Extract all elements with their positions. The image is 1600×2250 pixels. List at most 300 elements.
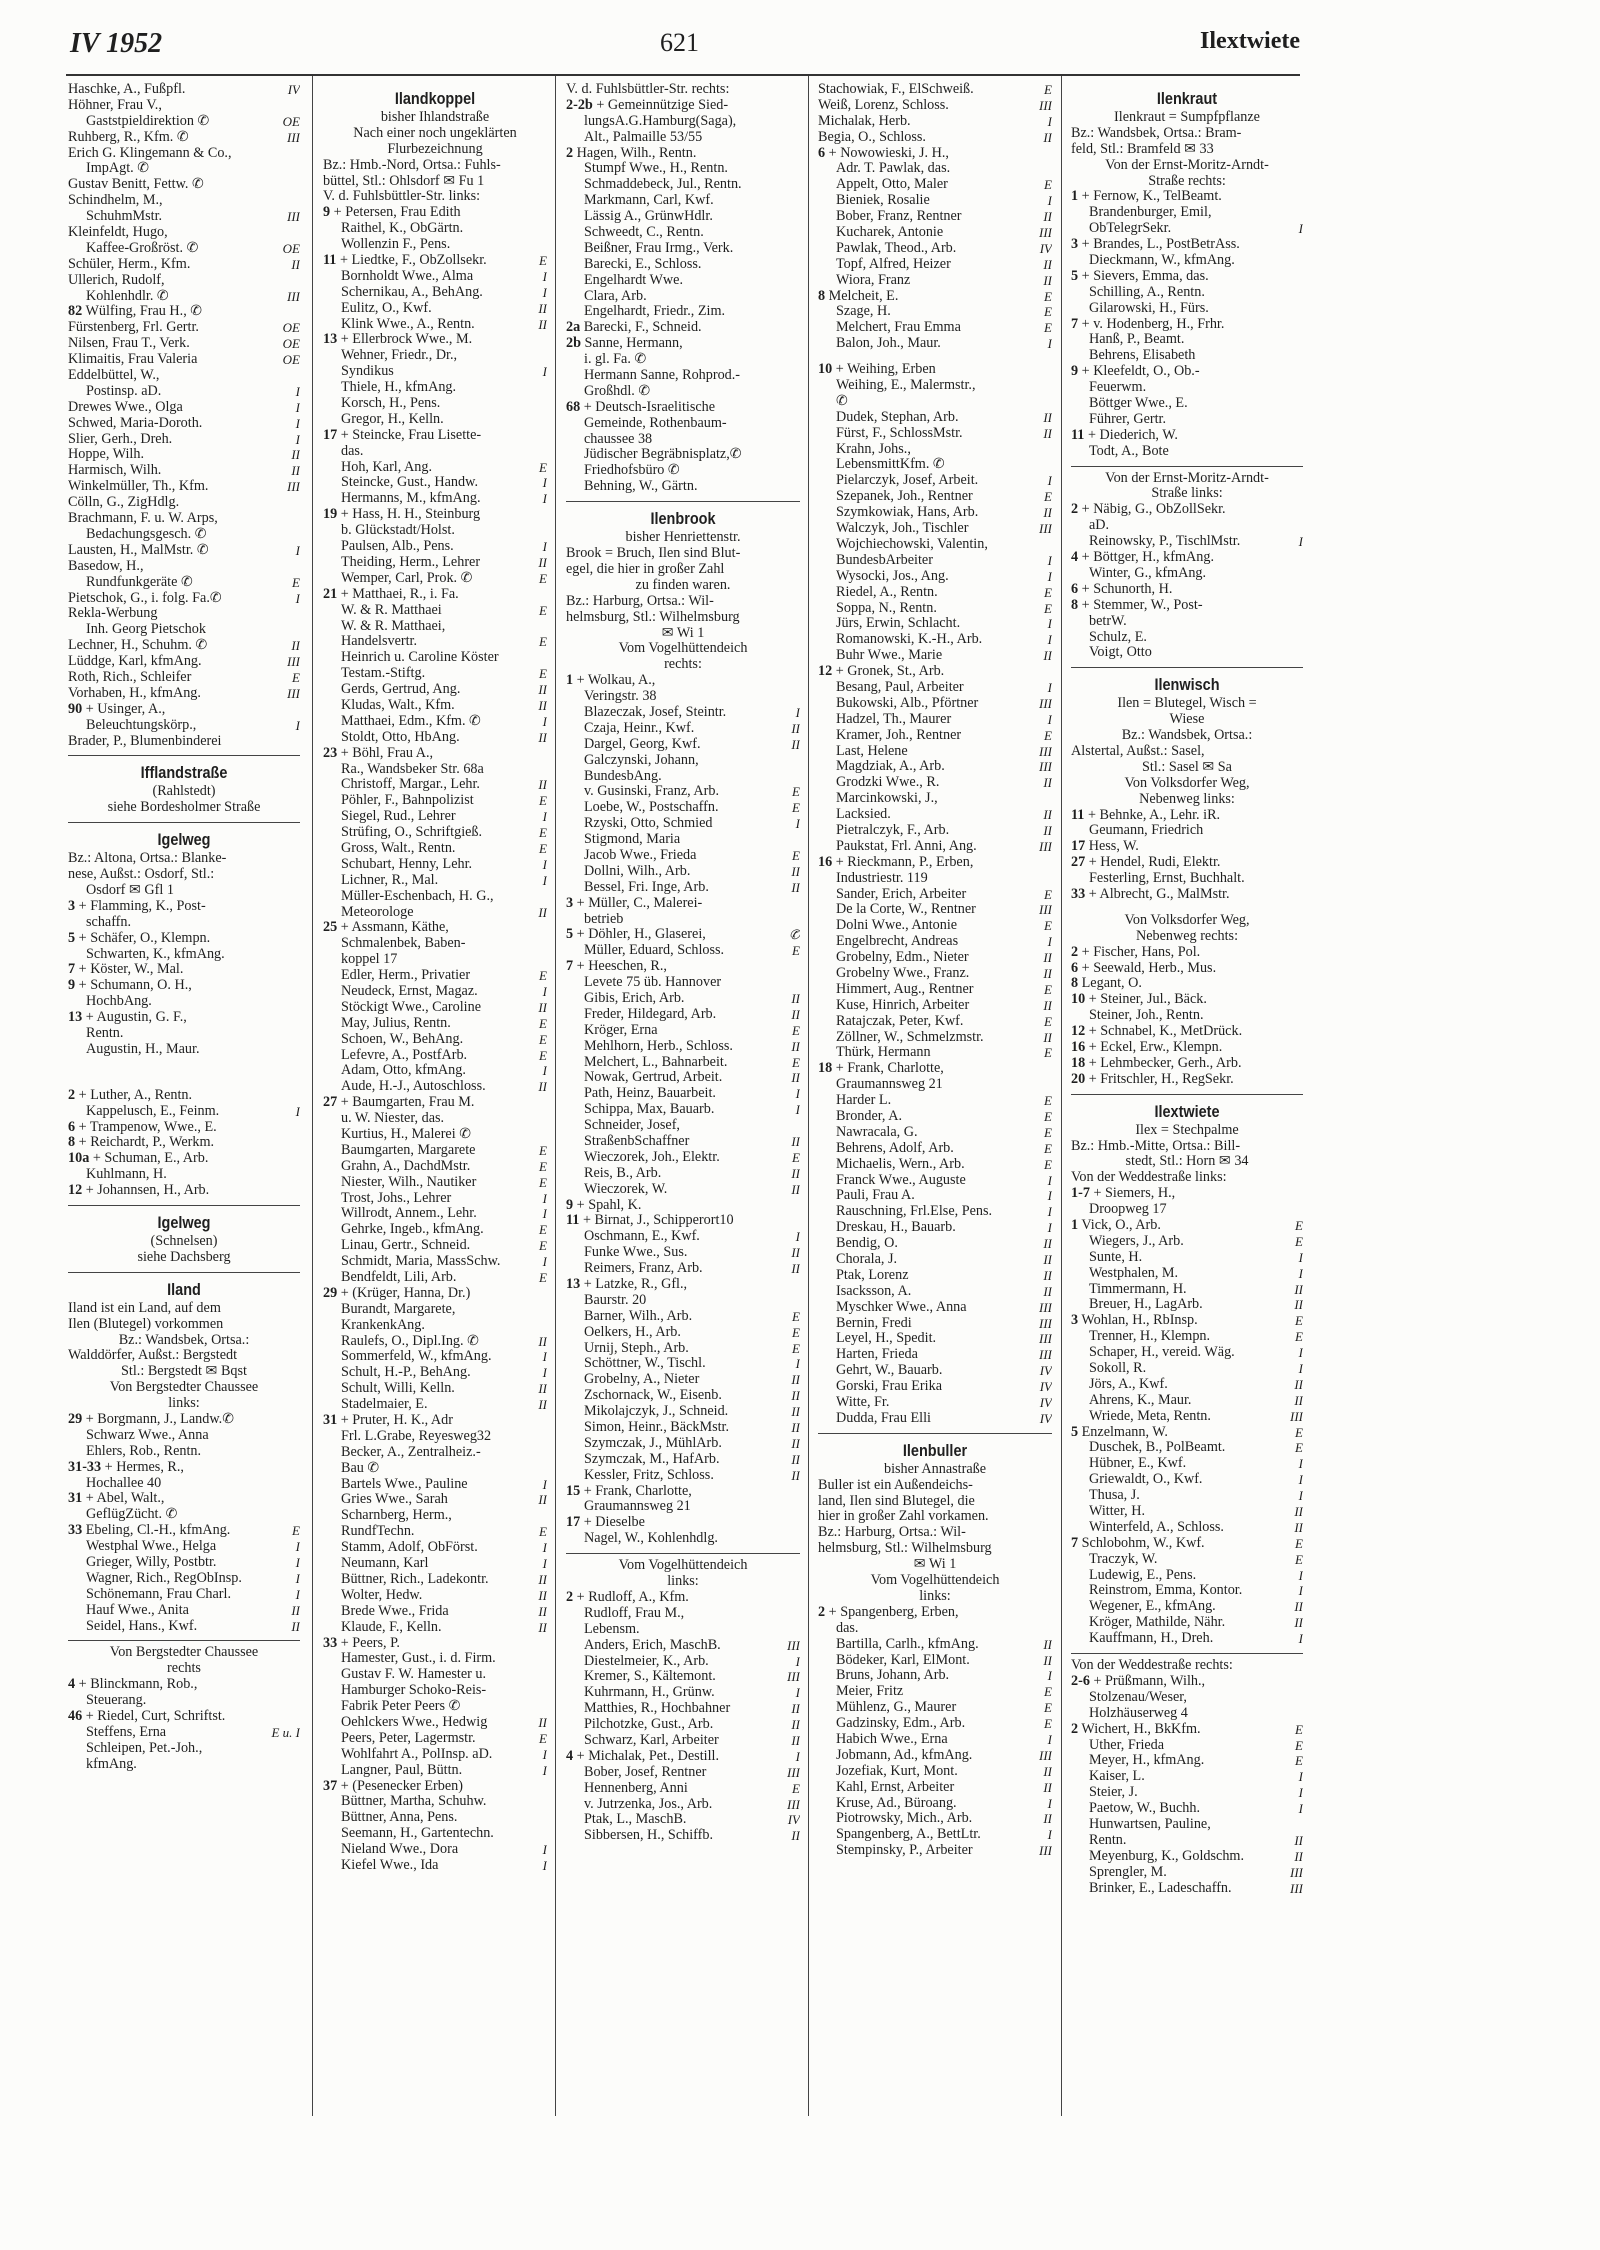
entry-text: Handelsvertr. — [341, 634, 418, 650]
floor-marker: II — [538, 1603, 547, 1619]
floor-marker: E — [539, 1031, 547, 1047]
resident-entry — [566, 432, 800, 448]
resident-entry — [818, 1621, 1052, 1637]
entry-text: Brader, P., Blumenbinderei — [68, 733, 222, 749]
resident-entry — [566, 880, 800, 896]
floor-marker: E — [1044, 1093, 1052, 1109]
house-entry — [1071, 1186, 1303, 1202]
entry-text: Linau, Gertr., Schneid. — [341, 1238, 471, 1254]
house-entry — [1071, 887, 1303, 903]
floor-marker: III — [787, 1669, 800, 1685]
entry-text: Bedachungsgesch. ✆ — [86, 526, 207, 542]
floor-marker: E — [1295, 1535, 1303, 1551]
resident-entry — [323, 714, 547, 730]
resident-entry — [566, 1055, 800, 1071]
entry-text: Wieczorek, W. — [584, 1181, 668, 1197]
entry-text: Habich Wwe., Erna — [836, 1731, 948, 1747]
entry-text: 25 + Assmann, Käthe, — [323, 920, 449, 936]
floor-marker: II — [1043, 965, 1052, 981]
entry-text: Winkelmüller, Th., Kfm. — [68, 479, 209, 495]
floor-marker: II — [538, 1079, 547, 1095]
house-entry — [68, 1709, 300, 1725]
house-entry — [566, 320, 800, 336]
floor-marker: I — [542, 1857, 547, 1873]
resident-entry — [818, 1653, 1052, 1669]
entry-text: betrieb — [584, 911, 624, 927]
floor-marker: II — [791, 1261, 800, 1277]
floor-marker: II — [791, 1038, 800, 1054]
resident-entry — [68, 1603, 300, 1619]
resident-entry — [323, 1318, 547, 1334]
street-note — [818, 1557, 1052, 1573]
resident-entry — [1071, 1139, 1303, 1155]
entry-text: 4 + Böttger, H., kfmAng. — [1071, 550, 1214, 566]
house-entry — [1071, 1425, 1303, 1441]
entry-text: Engelhardt, Friedr., Zim. — [584, 304, 726, 320]
entry-text: i. gl. Fa. ✆ — [584, 352, 647, 368]
resident-entry — [1071, 518, 1303, 534]
house-entry — [323, 1286, 547, 1302]
entry-text: Hunwartsen, Pauline, — [1089, 1816, 1211, 1832]
resident-entry — [818, 505, 1052, 521]
entry-text: Von der Weddestraße links: — [1071, 1170, 1227, 1186]
entry-text: Von Volksdorfer Weg, — [1124, 775, 1250, 791]
resident-entry — [818, 1077, 1052, 1093]
floor-marker: III — [787, 1764, 800, 1780]
floor-marker: I — [542, 284, 547, 300]
floor-marker: II — [538, 1333, 547, 1349]
house-entry — [68, 1120, 300, 1136]
floor-marker: II — [1043, 129, 1052, 145]
entry-text: Funke Wwe., Sus. — [584, 1245, 688, 1261]
house-entry — [818, 362, 1052, 378]
entry-text: 16 + Rieckmann, P., Erben, — [818, 854, 974, 870]
entry-text: Szage, H. — [836, 304, 891, 320]
entry-text: Gaststpieldirektion ✆ — [86, 113, 210, 129]
entry-text: Willrodt, Annem., Lehr. — [341, 1206, 477, 1222]
floor-marker: E — [1044, 727, 1052, 743]
floor-marker: II — [791, 879, 800, 895]
floor-marker: E — [1295, 1737, 1303, 1753]
resident-entry — [818, 807, 1052, 823]
resident-entry — [566, 1733, 800, 1749]
entry-text: Inh. Georg Pietschok — [86, 622, 206, 638]
resident-entry — [818, 378, 1052, 394]
resident-entry — [818, 1827, 1052, 1843]
floor-marker: E — [1044, 288, 1052, 304]
resident-entry — [323, 1063, 547, 1079]
floor-marker: E — [1295, 1218, 1303, 1233]
resident-entry — [323, 1604, 547, 1620]
entry-text: Melchert, L., Bahnarbeit. — [584, 1054, 728, 1070]
floor-marker: E — [1044, 584, 1052, 600]
entry-text: Böttger Wwe., E. — [1089, 396, 1188, 412]
floor-marker: E — [1295, 1753, 1303, 1769]
entry-text: Behrens, Elisabeth — [1089, 348, 1196, 364]
floor-marker: I — [1298, 1769, 1303, 1785]
entry-text: Buhr Wwe., Marie — [836, 648, 943, 664]
floor-marker: III — [1039, 1299, 1052, 1315]
resident-entry — [566, 1436, 800, 1452]
entry-text: Pietralczyk, F., Arb. — [836, 822, 950, 838]
resident-entry — [323, 1667, 547, 1683]
floor-marker: II — [1043, 950, 1052, 966]
entry-text: Von Bergstedter Chaussee — [109, 1645, 259, 1661]
page-running-title: Ilextwiete — [1200, 28, 1300, 54]
floor-marker: I — [1298, 1631, 1303, 1647]
floor-marker: I — [542, 1762, 547, 1778]
entry-text: ✉ Wi 1 — [661, 625, 705, 641]
floor-marker: II — [791, 1435, 800, 1451]
resident-entry — [323, 1143, 547, 1159]
entry-text: Walczyk, Joh., Tischler — [836, 521, 969, 537]
entry-text: 13 + Ellerbrock Wwe., M. — [323, 332, 473, 348]
street-note — [1071, 913, 1303, 929]
resident-entry — [818, 1764, 1052, 1780]
resident-entry — [323, 889, 547, 905]
resident-entry — [323, 793, 547, 809]
resident-entry — [68, 352, 300, 368]
entry-text: Wemper, Carl, Prok. ✆ — [341, 570, 473, 586]
floor-marker: E — [792, 1054, 800, 1070]
resident-entry — [566, 1388, 800, 1404]
floor-marker: I — [1047, 193, 1052, 209]
resident-entry — [1071, 871, 1303, 887]
entry-text: Alt., Palmaille 53/55 — [584, 129, 703, 145]
entry-text: Sommerfeld, W., kfmAng. — [341, 1349, 492, 1365]
house-entry — [566, 673, 800, 689]
floor-marker: I — [1047, 616, 1052, 632]
floor-marker: E — [1044, 886, 1052, 902]
resident-entry — [68, 193, 300, 209]
resident-entry — [1071, 444, 1303, 460]
entry-text: Behrens, Adolf, Arb. — [836, 1140, 954, 1156]
resident-entry — [1071, 205, 1303, 221]
house-entry — [323, 205, 547, 221]
resident-entry — [818, 273, 1052, 289]
entry-text: Büttner, Rich., Ladekontr. — [341, 1571, 489, 1587]
entry-text: Veringstr. 38 — [584, 689, 657, 705]
floor-marker: I — [1298, 1567, 1303, 1583]
floor-marker: II — [291, 447, 300, 463]
entry-text: b. Glückstadt/Holst. — [341, 523, 455, 539]
resident-entry — [818, 982, 1052, 998]
resident-entry — [68, 432, 300, 448]
floor-marker: E — [792, 847, 800, 863]
resident-entry — [323, 1032, 547, 1048]
entry-text: rechts — [167, 1661, 201, 1677]
street-note — [566, 1574, 800, 1590]
resident-entry — [818, 791, 1052, 807]
resident-entry — [1071, 1472, 1303, 1488]
entry-text: links: — [168, 1396, 200, 1412]
entry-text: Kauffmann, H., Dreh. — [1089, 1631, 1214, 1647]
entry-text: Gregor, H., Kelln. — [341, 411, 444, 427]
house-entry — [818, 289, 1052, 305]
resident-entry — [566, 241, 800, 257]
house-entry — [323, 253, 547, 269]
resident-entry — [566, 816, 800, 832]
floor-marker: IV — [787, 1812, 800, 1828]
entry-text: Siegel, Rud., Lehrer — [341, 809, 456, 825]
resident-entry — [566, 352, 800, 368]
entry-text: BundesbArbeiter — [836, 552, 933, 568]
floor-marker: E — [792, 1780, 800, 1796]
house-entry — [1071, 1056, 1303, 1072]
floor-marker: E — [539, 1015, 547, 1031]
resident-entry — [1071, 614, 1303, 630]
entry-text: Edler, Herm., Privatier — [341, 968, 471, 984]
resident-entry — [1071, 301, 1303, 317]
resident-entry — [566, 1293, 800, 1309]
entry-text: Duschek, B., PolBeamt. — [1089, 1440, 1226, 1456]
entry-text: Wysocki, Jos., Ang. — [836, 568, 949, 584]
resident-entry — [566, 177, 800, 193]
resident-entry — [323, 1397, 547, 1413]
resident-entry — [1071, 396, 1303, 412]
entry-text: Wegener, E., kfmAng. — [1089, 1599, 1216, 1615]
entry-text: Matthaei, Edm., Kfm. ✆ — [341, 713, 481, 729]
entry-text: 2 + Fischer, Hans, Pol. — [1071, 944, 1201, 960]
resident-entry — [566, 114, 800, 130]
entry-text: ObTelegrSekr. — [1089, 221, 1172, 237]
entry-text: Westphal Wwe., Helga — [86, 1539, 217, 1555]
entry-text: 8 Legant, O. — [1071, 976, 1142, 992]
entry-text: Fürstenberg, Frl. Gertr. — [68, 320, 199, 336]
entry-text: 18 + Frank, Charlotte, — [818, 1061, 944, 1077]
street-heading: Iland — [167, 1279, 201, 1299]
house-entry — [68, 962, 300, 978]
entry-text: Lichner, R., Mal. — [341, 872, 439, 888]
resident-entry — [818, 887, 1052, 903]
floor-marker: II — [791, 720, 800, 736]
section-rule — [68, 1640, 300, 1641]
street-note — [566, 657, 800, 673]
resident-entry — [1071, 1329, 1303, 1345]
floor-marker: IV — [287, 82, 300, 97]
entry-text: Schmidt, Maria, MassSchw. — [341, 1254, 501, 1270]
house-entry — [1071, 1024, 1303, 1040]
floor-marker: I — [542, 1063, 547, 1079]
floor-marker: I — [295, 1586, 300, 1602]
entry-text: Gries Wwe., Sarah — [341, 1492, 448, 1508]
resident-entry — [68, 161, 300, 177]
entry-text: (Schnelsen) — [150, 1234, 218, 1249]
resident-entry — [818, 1732, 1052, 1748]
resident-entry — [818, 209, 1052, 225]
street-note — [1071, 792, 1303, 808]
entry-text: W. & R. Matthaei, — [341, 618, 446, 634]
resident-entry — [323, 571, 547, 587]
street-note — [68, 784, 300, 800]
resident-entry — [818, 839, 1052, 855]
floor-marker: II — [791, 1701, 800, 1717]
house-entry — [1071, 364, 1303, 380]
entry-text: Hoppe, Wilh. — [68, 447, 145, 463]
spacer — [68, 1058, 300, 1068]
entry-text: Korsch, H., Pens. — [341, 396, 441, 412]
house-entry — [68, 1412, 300, 1428]
floor-marker: II — [538, 729, 547, 745]
resident-entry — [68, 591, 300, 607]
resident-entry — [68, 114, 300, 130]
resident-entry — [566, 1309, 800, 1325]
entry-text: Kaffee-Großröst. ✆ — [86, 240, 199, 256]
resident-entry — [323, 1365, 547, 1381]
resident-entry — [566, 610, 800, 626]
section-rule — [566, 501, 800, 502]
floor-marker: I — [295, 1103, 300, 1119]
resident-entry — [818, 1173, 1052, 1189]
floor-marker: I — [1298, 1361, 1303, 1377]
floor-marker: III — [787, 1637, 800, 1653]
resident-entry — [566, 193, 800, 209]
floor-marker: I — [1298, 1785, 1303, 1801]
resident-entry — [68, 915, 300, 931]
floor-marker: I — [542, 1540, 547, 1556]
floor-marker: II — [1043, 648, 1052, 664]
entry-text: Ptak, L., MaschB. — [584, 1812, 687, 1828]
resident-entry — [818, 1780, 1052, 1796]
entry-text: 8 Melcheit, E. — [818, 288, 899, 304]
resident-entry — [566, 769, 800, 785]
resident-entry — [818, 225, 1052, 241]
house-entry — [68, 1183, 300, 1199]
resident-entry — [1071, 1504, 1303, 1520]
floor-marker: I — [1047, 1827, 1052, 1843]
resident-entry — [566, 1341, 800, 1357]
street-note — [323, 126, 547, 142]
entry-text: V. d. Fuhlsbüttler-Str. links: — [323, 189, 481, 205]
resident-entry — [566, 130, 800, 146]
entry-text: 2 Hagen, Wilh., Rentn. — [566, 145, 697, 161]
house-entry — [566, 1749, 800, 1765]
entry-text: bisher Ihlandstraße — [380, 110, 490, 125]
resident-entry — [566, 1622, 800, 1638]
column-divider — [808, 76, 809, 2116]
entry-text: Augustin, H., Maur. — [86, 1041, 200, 1057]
floor-marker: E — [792, 800, 800, 816]
entry-text: 6 + Seewald, Herb., Mus. — [1071, 960, 1217, 976]
resident-entry — [566, 161, 800, 177]
entry-text: Bz.: Wandsbek, Ortsa.: — [1121, 728, 1253, 744]
floor-marker: II — [291, 463, 300, 479]
resident-entry — [323, 952, 547, 968]
resident-entry — [1071, 1170, 1303, 1186]
resident-entry — [818, 457, 1052, 473]
entry-text: Kleinfeldt, Hugo, — [68, 225, 168, 241]
resident-entry — [323, 237, 547, 253]
resident-entry — [1071, 1801, 1303, 1817]
floor-marker: E — [1044, 320, 1052, 336]
house-entry — [68, 702, 300, 718]
entry-text: 12 + Gronek, St., Arb. — [818, 664, 945, 680]
floor-marker: I — [1047, 336, 1052, 352]
entry-text: Gibis, Erich, Arb. — [584, 990, 685, 1006]
resident-entry — [818, 1268, 1052, 1284]
floor-marker: E — [539, 1730, 547, 1746]
house-entry — [1071, 976, 1303, 992]
entry-text: Gorski, Frau Erika — [836, 1379, 942, 1395]
resident-entry — [818, 1252, 1052, 1268]
entry-text: Szymczak, J., MühlArb. — [584, 1435, 722, 1451]
entry-text: 11 + Birnat, J., Schipperort10 — [566, 1213, 734, 1229]
floor-marker: II — [1043, 505, 1052, 521]
entry-text: Bartilla, Carlh., kfmAng. — [836, 1636, 979, 1652]
resident-entry — [818, 1045, 1052, 1061]
street-heading: Ilandkoppel — [394, 89, 476, 108]
entry-text: Jürs, Erwin, Schlacht. — [836, 616, 961, 632]
resident-entry — [68, 368, 300, 384]
entry-text: 3 Wohlan, H., RbInsp. — [1071, 1313, 1198, 1329]
street-note — [1071, 471, 1303, 487]
resident-entry — [1071, 630, 1303, 646]
entry-text: Jozefiak, Kurt, Mont. — [836, 1763, 958, 1779]
resident-entry — [323, 1016, 547, 1032]
resident-entry — [566, 1781, 800, 1797]
floor-marker: II — [291, 638, 300, 654]
floor-marker: II — [538, 999, 547, 1015]
spacer — [68, 1068, 300, 1078]
floor-marker: IV — [1039, 1410, 1052, 1426]
entry-text: Breuer, H., LagArb. — [1089, 1297, 1203, 1313]
resident-entry — [68, 1741, 300, 1757]
resident-entry — [323, 1048, 547, 1064]
entry-text: 27 + Baumgarten, Frau M. — [323, 1095, 475, 1111]
resident-entry — [1071, 1631, 1303, 1647]
resident-entry — [1071, 1282, 1303, 1298]
resident-entry — [818, 1748, 1052, 1764]
entry-text: 6 + Schunorth, H. — [1071, 581, 1173, 597]
entry-text: Szymkowiak, Hans, Arb. — [836, 505, 979, 521]
resident-entry — [68, 1555, 300, 1571]
resident-entry — [566, 1531, 800, 1547]
entry-text: Slier, Gerh., Dreh. — [68, 431, 173, 447]
floor-marker: III — [287, 288, 300, 304]
floor-marker: E — [539, 1158, 547, 1174]
floor-marker: III — [287, 209, 300, 225]
house-entry — [323, 1636, 547, 1652]
street-note — [1071, 110, 1303, 126]
floor-marker: II — [1043, 1636, 1052, 1652]
floor-marker: IV — [1039, 1363, 1052, 1379]
entry-text: chaussee 38 — [584, 431, 653, 447]
entry-text: Markmann, Carl, Kwf. — [584, 193, 714, 209]
floor-marker: III — [1039, 97, 1052, 113]
entry-text: 7 + v. Hodenberg, H., Frhr. — [1071, 316, 1225, 332]
resident-entry — [323, 682, 547, 698]
resident-entry — [566, 225, 800, 241]
resident-entry — [818, 759, 1052, 775]
resident-entry — [68, 495, 300, 511]
entry-text: Ahrens, K., Maur. — [1089, 1392, 1192, 1408]
floor-marker: I — [1047, 568, 1052, 584]
floor-marker: I — [295, 383, 300, 399]
entry-text: StraßenbSchaffner — [584, 1134, 690, 1149]
floor-marker: II — [1043, 1779, 1052, 1795]
floor-marker: I — [1298, 221, 1303, 237]
floor-marker: E — [1295, 1551, 1303, 1567]
entry-text: Graumannsweg 21 — [584, 1499, 691, 1515]
house-entry — [1071, 945, 1303, 961]
floor-marker: III — [1290, 1864, 1303, 1880]
entry-text: Bornholdt Wwe., Alma — [341, 268, 474, 284]
resident-entry — [323, 1731, 547, 1747]
resident-entry — [566, 1325, 800, 1341]
resident-entry — [323, 1000, 547, 1016]
house-entry — [323, 746, 547, 762]
entry-text: Freder, Hildegard, Arb. — [584, 1006, 717, 1022]
